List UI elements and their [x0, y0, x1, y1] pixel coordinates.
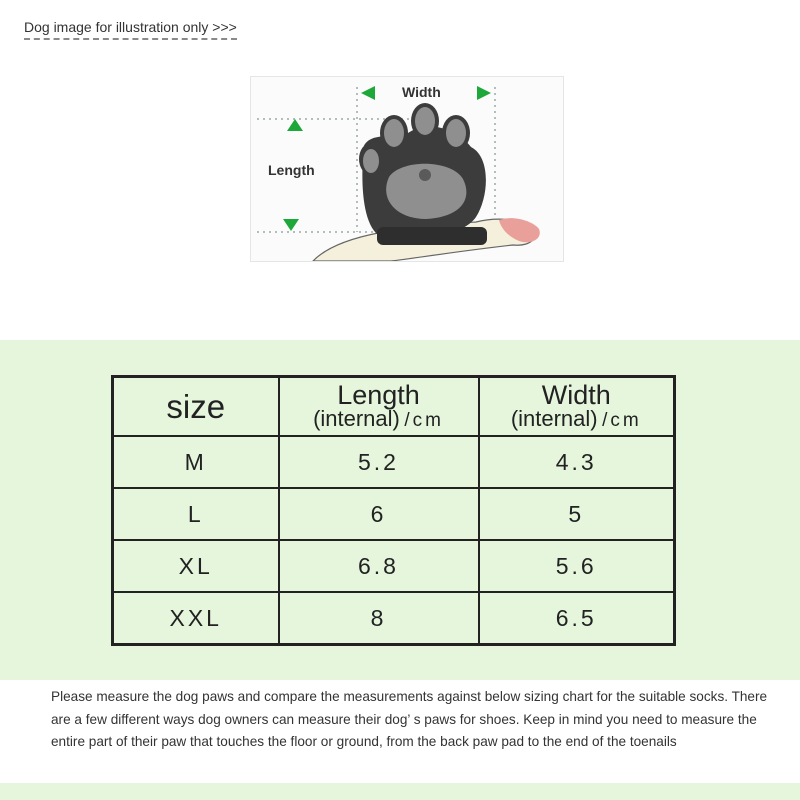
- table-row: [113, 488, 675, 540]
- header-length-unit: /cm: [404, 409, 444, 431]
- header-size: size: [113, 377, 279, 437]
- length-cell: 5.2: [279, 436, 479, 488]
- paw-illustration: [250, 76, 564, 262]
- length-label: Length: [268, 162, 315, 178]
- header-length: [279, 377, 479, 437]
- header-width-unit: /cm: [602, 409, 642, 431]
- size-cell: XL: [113, 540, 279, 592]
- header-length-sub: (internal): [313, 405, 400, 431]
- length-cell: 6.8: [279, 540, 479, 592]
- table-row: [113, 540, 675, 592]
- table-row: [113, 592, 675, 645]
- width-cell: 6.5: [479, 592, 675, 645]
- width-cell: 5: [479, 488, 675, 540]
- width-right-arrow-icon: [477, 86, 491, 100]
- header-width-main: Width: [541, 379, 611, 410]
- paw-sock-icon: [359, 103, 487, 245]
- width-cell: 5.6: [479, 540, 675, 592]
- length-up-arrow-icon: [287, 119, 303, 131]
- size-cell: M: [113, 436, 279, 488]
- width-cell: 4.3: [479, 436, 675, 488]
- header-width-sub: (internal): [510, 405, 598, 431]
- table-row: [113, 436, 675, 488]
- length-down-arrow-icon: [283, 219, 299, 231]
- size-chart-table: [111, 375, 676, 646]
- width-left-arrow-icon: [361, 86, 375, 100]
- header-length-main: Length: [337, 379, 420, 410]
- size-cell: XXL: [113, 592, 279, 645]
- bottom-strip: [0, 783, 800, 800]
- size-cell: L: [113, 488, 279, 540]
- length-cell: 6: [279, 488, 479, 540]
- table-header-row: [113, 377, 675, 437]
- width-label: Width: [402, 84, 441, 100]
- length-cell: 8: [279, 592, 479, 645]
- header-width: [479, 377, 675, 437]
- illustration-caption: Dog image for illustration only >>>: [24, 18, 237, 40]
- measurement-instructions: Please measure the dog paws and compare the measurements against below sizing chart for the suitable socks. There are a few different ways dog owners can measure their dog’ s paws for shoes. Keep in mind you need to measure the entire part of their paw that touches the floor or ground, from the back paw pad to the end of the toenails: [51, 689, 768, 749]
